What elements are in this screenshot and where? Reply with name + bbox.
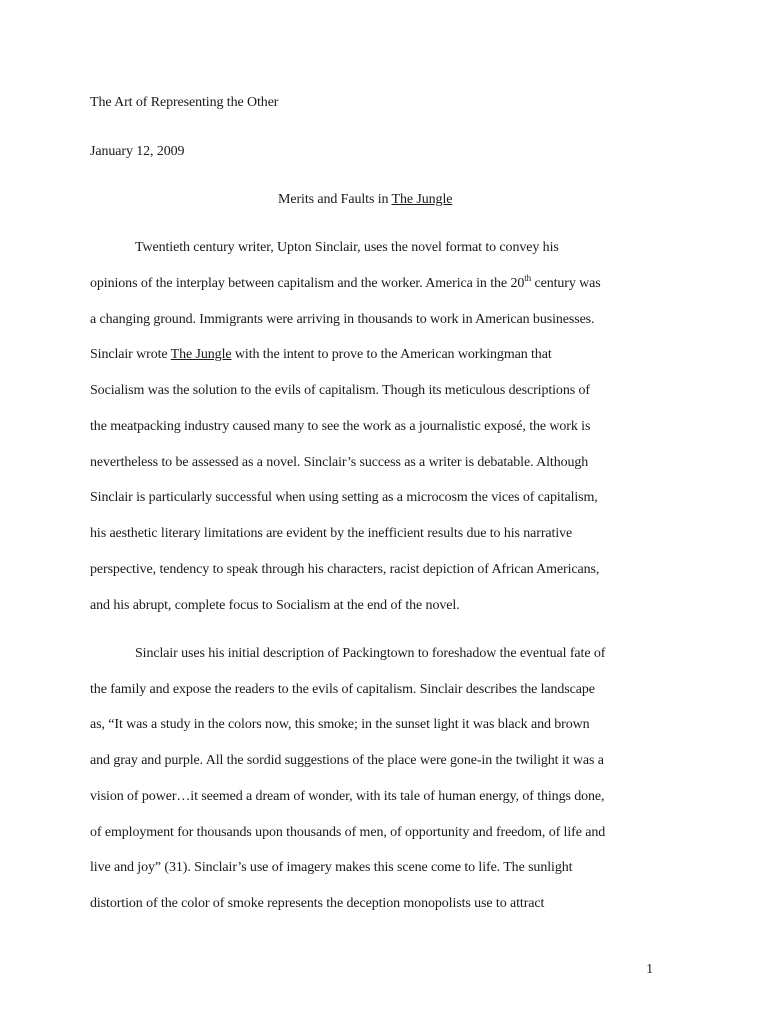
paragraph-2-line-8: distortion of the color of smoke represents the deception monopolists use to attract (90, 896, 545, 911)
essay-title (278, 190, 452, 210)
ordinal-superscript: th (524, 273, 532, 283)
paragraph-1-line-3: a changing ground. Immigrants were arriving in thousands to work in American businesses. (90, 312, 595, 327)
essay-title-book: The Jungle (391, 192, 453, 207)
paragraph-1-line-6: the meatpacking industry caused many to see the work as a journalistic exposé, the work is (90, 419, 591, 434)
paragraph-1-line-7: nevertheless to be assessed as a novel. Sinclair’s success as a writer is debatable. Although (90, 455, 589, 470)
paragraph-1-line-11: and his abrupt, complete focus to Socialism at the end of the novel. (90, 598, 460, 613)
paragraph-1-line-2-b: century was (531, 276, 601, 291)
paragraph-1-line-2-a: opinions of the interplay between capitalism and the worker. America in the 20 (90, 276, 525, 291)
paragraph-1-line-2 (90, 274, 601, 294)
paragraph-1-line-4-a: Sinclair wrote (90, 347, 171, 362)
paragraph-2-line-3: as, “It was a study in the colors now, this smoke; in the sunset light it was black and brown (90, 717, 590, 732)
paragraph-1-line-1: Twentieth century writer, Upton Sinclair, uses the novel format to convey his (135, 240, 559, 255)
paragraph-2-line-6: of employment for thousands upon thousands of men, of opportunity and freedom, of life and (90, 825, 606, 840)
course-title: The Art of Representing the Other (90, 95, 279, 110)
paragraph-1-line-9: his aesthetic literary limitations are evident by the inefficient results due to his narrative (90, 526, 573, 541)
essay-title-prefix: Merits and Faults in (278, 192, 392, 207)
paragraph-2-line-7: live and joy” (31). Sinclair’s use of imagery makes this scene come to life. The sunlight (90, 860, 573, 875)
paragraph-2-line-4: and gray and purple. All the sordid suggestions of the place were gone-in the twilight it was a (90, 753, 604, 768)
book-title-underlined: The Jungle (170, 347, 232, 362)
paragraph-1-line-10: perspective, tendency to speak through his characters, racist depiction of African Americans, (90, 562, 600, 577)
date: January 12, 2009 (90, 144, 185, 159)
paragraph-1-line-4 (90, 345, 552, 365)
paragraph-1-line-5: Socialism was the solution to the evils of capitalism. Though its meticulous descriptions of (90, 383, 590, 398)
paragraph-1-line-8: Sinclair is particularly successful when using setting as a microcosm the vices of capitalism, (90, 490, 598, 505)
page-number: 1 (646, 962, 653, 977)
paragraph-2-line-1: Sinclair uses his initial description of Packingtown to foreshadow the eventual fate of (135, 646, 606, 661)
paragraph-2-line-2: the family and expose the readers to the evils of capitalism. Sinclair describes the landscape (90, 682, 595, 697)
paragraph-2-line-5: vision of power…it seemed a dream of wonder, with its tale of human energy, of things done, (90, 789, 605, 804)
paragraph-1-line-4-b: with the intent to prove to the American workingman that (231, 347, 552, 362)
